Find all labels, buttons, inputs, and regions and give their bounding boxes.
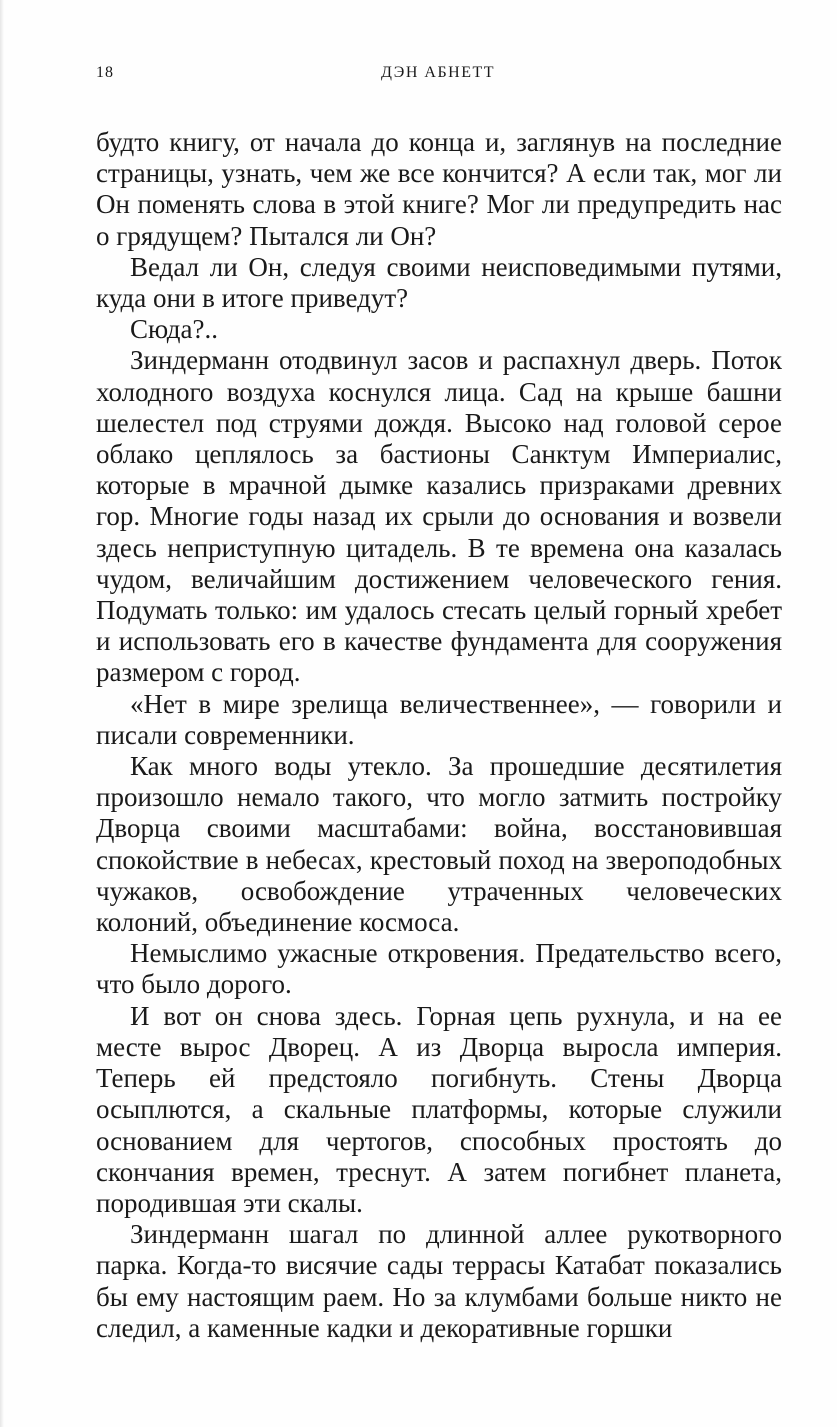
paragraph: Немыслимо ужасные откровения. Предательство всего, что было дорого. — [96, 938, 782, 1000]
paragraph: Сюда?.. — [130, 314, 219, 345]
paragraph: будто книгу, от начала до конца и, заглянув на последние страницы, узнать, чем же все кончится? А если так, мог ли Он поменять слова в этой книге? Мог ли предупредить нас о грядущем? Пытался ли Он? — [96, 127, 782, 251]
page-edge-shadow — [0, 0, 4, 1427]
paragraph: «Нет в мире зрелища величественнее», — говорили и писали современники. — [96, 688, 782, 750]
page-number: 18 — [96, 64, 114, 81]
paragraph: Как много воды утекло. За прошедшие десятилетия произошло немало такого, что могло затмить постройку Дворца своими масштабами: война, восстановившая спокойствие в небесах, крестовый поход на звероподобных чужаков, освобождение утраченных человеческих колоний, объединение космоса. — [96, 751, 782, 938]
paragraph: Зиндерманн отодвинул засов и распахнул дверь. Поток холодного воздуха коснулся лица. Сад на крыше башни шелестел под струями дождя. Высоко над головой серое облако цеплялось за бастионы Санктум Империалис, которые в мрачной дымке казались призраками древних гор. Многие годы назад их срыли до основания и возвели здесь неприступную цитадель. В те времена она казалась чудом, величайшим достижением человеческого гения. Подумать только: им удалось стесать целый горный хребет и использовать его в качестве фундамента для сооружения размером с город. — [96, 345, 782, 688]
paragraph: Ведал ли Он, следуя своими неисповедимыми путями, куда они в итоге приведут? — [96, 251, 782, 314]
body-text — [96, 127, 782, 1344]
running-head — [96, 64, 780, 88]
paragraph: И вот он снова здесь. Горная цепь рухнула, и на ее месте вырос Дворец. А из Дворца выросла империя. Теперь ей предстояло погибнуть. Стены Дворца осыплются, а скальные платформы, которые служили основанием для чертогов, способных простоять до скончания времен, треснут. А затем погибнет планета, породившая эти скалы. — [96, 1000, 782, 1218]
paragraph: Зиндерманн шагал по длинной аллее рукотворного парка. Когда-то висячие сады террасы Катабат показались бы ему настоящим раем. Но за клумбами больше никто не следил, а каменные кадки и декоративные горшки — [96, 1219, 782, 1343]
running-title: ДЭН АБНЕТТ — [380, 64, 496, 81]
